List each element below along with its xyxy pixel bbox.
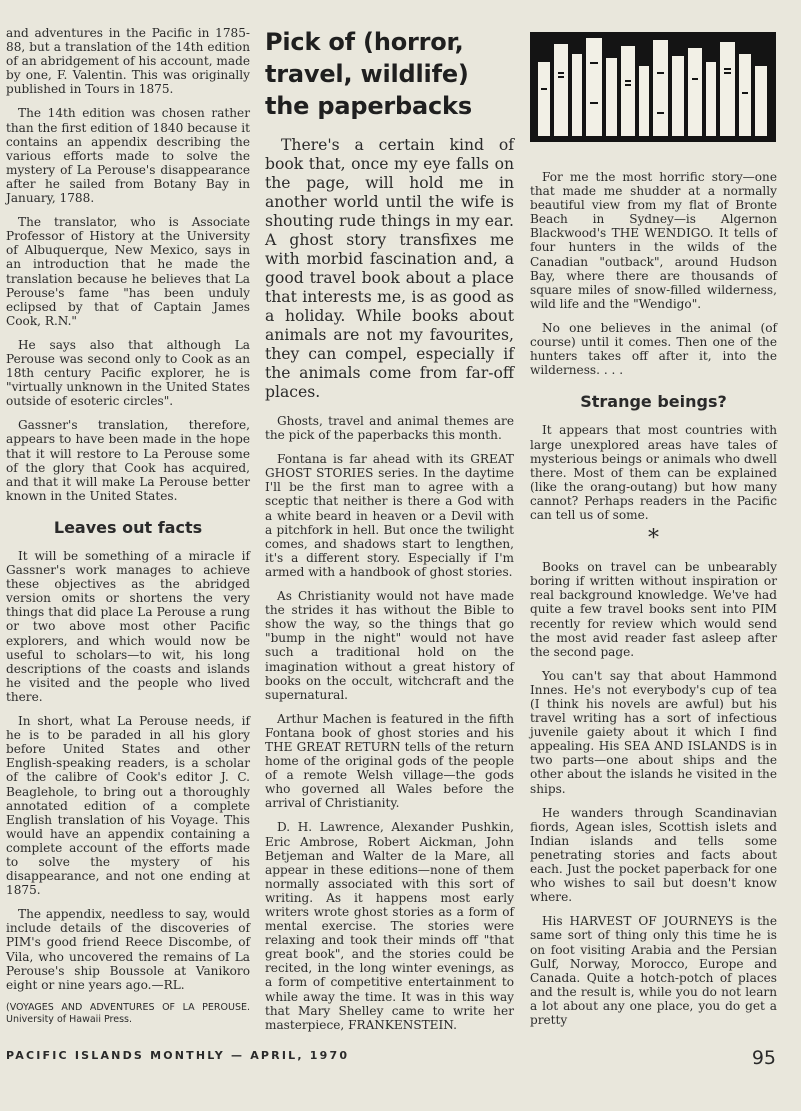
paragraph: His HARVEST OF JOURNEYS is the same sort of thing only this time he is on foot visiting Arabia and the Persian Gulf, Norway, Morocco, Europe and Canada. Quite a hotch-potch of places and the result is, while you do not learn a lot about any one place, you do get a pretty xyxy=(530,914,777,1027)
page-number: 95 xyxy=(751,1047,776,1069)
paragraph: Gassner's translation, therefore, appears to have been made in the hope that it will restore to La Perouse some of the glory that Cook has acquired, and that it will make La Perouse better known in the United States. xyxy=(6,418,250,503)
paragraph: The translator, who is Associate Professor of History at the University of Albuquerque, New Mexico, says in an introduction that he made the translation because he believes that La Perouse's fame "has been unduly eclipsed by that of Captain James Cook, R.N." xyxy=(6,215,250,328)
paragraph: Arthur Machen is featured in the fifth Fontana book of ghost stories and his THE GREAT RETURN tells of the return home of the original gods of the people of a remote Welsh village—the gods who governed all Wales before the arrival of Christianity. xyxy=(265,711,514,811)
paragraph: It appears that most countries with large unexplored areas have tales of mysterious beings or animals who dwell there. Most of them can be explained (like the orang-outang) but how many cannot? Perhaps readers in the Pacific can tell us of some. xyxy=(530,423,777,522)
book-citation: (VOYAGES AND ADVENTURES OF LA PEROUSE. University of Hawaii Press. xyxy=(6,1001,250,1025)
paragraph: The appendix, needless to say, would include details of the discoveries of PIM's good friend Reece Discombe, of Vila, who uncovered the remains of La Perouse's ship Boussole at Vanikoro eight or nine years ago.—RL. xyxy=(6,907,250,992)
lead-paragraph: There's a certain kind of book that, once my eye falls on the page, will hold me in another world until the wife is shouting rude things in my ear. A ghost story transfixes me with morbid fascination and, a good travel book about a place that interests me, is as good as a holiday. While books about animals are not my favourites, they can compel, especially if the animals come from far-off places. xyxy=(265,136,514,401)
paragraph: He wanders through Scandinavian fiords, Agean isles, Scottish islets and Indian islands and tells some penetrating stories and facts about each. Just the pocket paperback for one who wishes to sail but doesn't know where. xyxy=(530,805,777,905)
paragraph: and adventures in the Pacific in 1785-88, but a translation of the 14th edition of an abridgement of his account, made by one, F. Valentin. This was originally published in Tours in 1875. xyxy=(6,26,250,97)
headline-line: travel, wildlife) xyxy=(265,60,469,88)
subheading: Strange beings? xyxy=(580,392,727,412)
page-footer xyxy=(6,1047,776,1077)
paragraph: It will be something of a miracle if Gassner's work manages to achieve these objectives as the abridged version omits or shortens the very things that did place La Perouse a rung or two above most other Pacific explorers, and which would now be useful to scholars—to wit, his long descriptions of the coasts and islands he visited and the people who lived there. xyxy=(6,549,250,704)
paragraph: He says also that although La Perouse was second only to Cook as an 18th century Pacific explorer, he is "virtually unknown in the United States outside of esoteric circles". xyxy=(6,337,250,409)
paragraph: In short, what La Perouse needs, if he is to be paraded in all his glory before United States and other English-speaking readers, is a scholar of the calibre of Cook's editor J. C. Beaglehole, to bring out a thoroughly annotated edition of a complete English translation of his Voyage. This would have an appendix containing a complete account of the efforts made to solve the mystery of his disappearance, and not one ending at 1875. xyxy=(6,714,250,898)
paragraph: You can't say that about Hammond Innes. He's not everybody's cup of tea (I think his novels are awful) but his travel writing has a sort of infectious juvenile gaiety about it which I find appealing. His SEA AND ISLANDS is in two parts—one about ships and the other about the islands he visited in the ships. xyxy=(530,668,777,796)
masthead-footer: PACIFIC ISLANDS MONTHLY — APRIL, 1970 xyxy=(6,1049,350,1062)
subheading: Leaves out facts xyxy=(53,517,203,537)
paragraph: D. H. Lawrence, Alexander Pushkin, Eric Ambrose, Robert Aickman, John Betjeman and Walter de la Mare, all appear in these editions—none of them normally associated with this sort of writing. As it happens most early writers wrote ghost stories as a form of mental exercise. The stories were relaxing and took their minds off "that great book", and the stories could be recited, in the long winter evenings, as a form of competitive entertainment to while away the time. It was in this way that Mary Shelley came to write her masterpiece, FRANKENSTEIN. xyxy=(265,820,514,1032)
column-middle xyxy=(265,26,514,1042)
paragraph: No one believes in the animal (of course) until it comes. Then one of the hunters takes off after it, into the wilderness. . . . xyxy=(530,320,777,378)
article-headline xyxy=(265,26,514,122)
paragraph: The 14th edition was chosen rather than the first edition of 1840 because it contains an appendix describing the various efforts made to solve the mystery of La Perouse's disappearance after he sailed from Botany Bay in January, 1788. xyxy=(6,106,250,206)
section-divider-asterisk: * xyxy=(648,526,659,552)
paragraph: Fontana is far ahead with its GREAT GHOST STORIES series. In the daytime I'll be the first man to agree with a sceptic that neither is there a God with a white beard in heaven or a Devil with a pitchfork in hell. But once the twilight comes, and shadows start to lengthen, it's a different story. Especially if I'm armed with a handbook of ghost stories. xyxy=(265,452,514,579)
column-right xyxy=(530,170,777,1037)
paragraph: For me the most horrific story—one that made me shudder at a normally beautiful view from my flat of Bronte Beach in Sydney—is Algernon Blackwood's THE WENDIGO. It tells of four hunters in the wilds of the Canadian "outback", around Hudson Bay, where there are thousands of square miles of snow-filled wilderness, wild life and the "Wendigo". xyxy=(530,170,777,311)
paragraph: Books on travel can be unbearably boring if written without inspiration or real background knowledge. We've had quite a few travel books sent into PIM recently for review which would send the most avid reader fast asleep after the second page. xyxy=(530,560,777,659)
headline-line: the paperbacks xyxy=(265,92,472,120)
paragraph: Ghosts, travel and animal themes are the pick of the paperbacks this month. xyxy=(265,414,514,443)
column-left xyxy=(6,26,250,1036)
paragraph: As Christianity would not have made the strides it has without the Bible to show the way, so the things that go "bump in the night" would not have such a traditional hold on the imagination without a great history of books on the occult, witchcraft and the supernatural. xyxy=(265,589,514,702)
bookshelf-illustration xyxy=(530,32,776,142)
headline-line: Pick of (horror, xyxy=(265,28,464,56)
